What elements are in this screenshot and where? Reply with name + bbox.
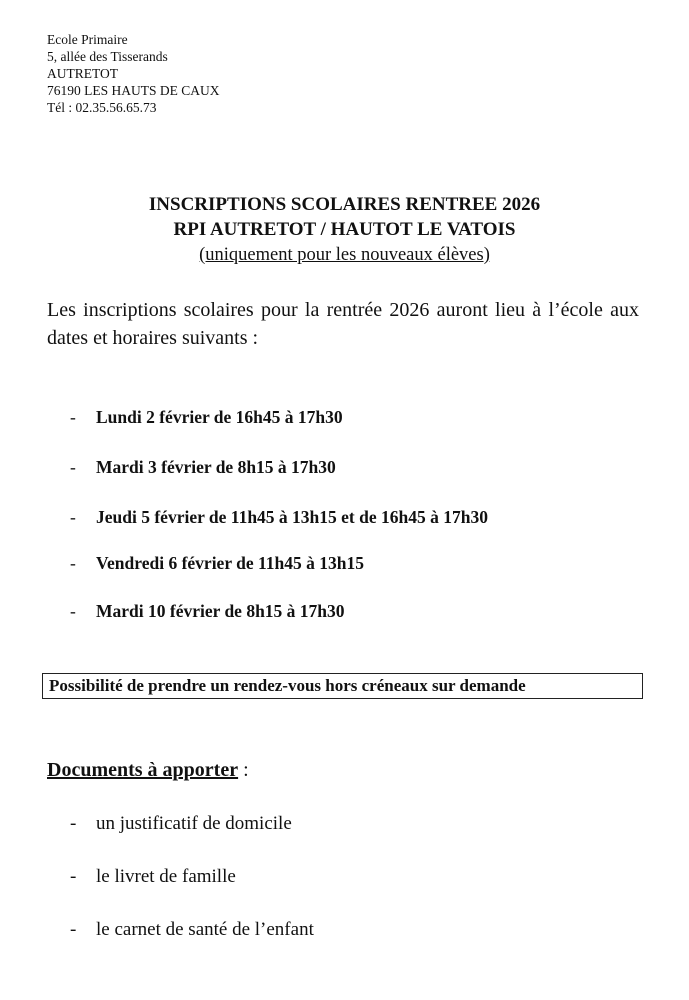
page-subtitle-note: (uniquement pour les nouveaux élèves) <box>199 245 490 265</box>
document-list-item <box>70 812 292 836</box>
document-list-item <box>70 865 236 889</box>
school-town: AUTRETOT <box>47 66 118 81</box>
date-text: Mardi 10 février de 8h15 à 17h30 <box>96 601 345 621</box>
date-list-item <box>70 406 343 428</box>
intro-paragraph: Les inscriptions scolaires pour la rentrée 2026 auront lieu à l’école aux dates et horaires suivants : <box>47 299 639 349</box>
appointment-notice-box: Possibilité de prendre un rendez-vous hors créneaux sur demande <box>42 673 643 699</box>
date-text: Jeudi 5 février de 11h45 à 13h15 et de 16h45 à 17h30 <box>96 507 488 527</box>
school-name: Ecole Primaire <box>47 32 128 47</box>
page-subtitle-rpi: RPI AUTRETOT / HAUTOT LE VATOIS <box>173 219 516 240</box>
school-phone: Tél : 02.35.56.65.73 <box>47 100 157 115</box>
school-street: 5, allée des Tisserands <box>47 49 168 64</box>
bullet-dash: - <box>70 813 77 834</box>
date-list-item <box>70 456 336 478</box>
date-text: Mardi 3 février de 8h15 à 17h30 <box>96 457 336 477</box>
date-text: Vendredi 6 février de 11h45 à 13h15 <box>96 553 365 573</box>
page-title: INSCRIPTIONS SCOLAIRES RENTREE 2026 <box>148 194 541 215</box>
date-list-item <box>70 552 364 574</box>
document-text: le carnet de santé de l’enfant <box>96 919 314 940</box>
documents-heading-colon: : <box>238 759 249 781</box>
document-text: le livret de famille <box>96 866 236 887</box>
date-text: Lundi 2 février de 16h45 à 17h30 <box>96 407 343 427</box>
bullet-dash: - <box>70 866 77 887</box>
documents-heading <box>47 756 249 784</box>
school-address-block <box>47 31 220 116</box>
date-list-item <box>70 600 345 622</box>
school-postal-code: 76190 LES HAUTS DE CAUX <box>47 83 220 98</box>
bullet-dash: - <box>70 601 76 621</box>
bullet-dash: - <box>70 407 76 427</box>
bullet-dash: - <box>70 457 76 477</box>
date-list-item <box>70 506 488 528</box>
document-list-item <box>70 918 314 942</box>
document-title-block <box>0 192 689 268</box>
bullet-dash: - <box>70 919 77 940</box>
document-text: un justificatif de domicile <box>96 813 292 834</box>
documents-heading-label: Documents à apporter <box>47 759 239 781</box>
bullet-dash: - <box>70 553 76 573</box>
bullet-dash: - <box>70 507 76 527</box>
